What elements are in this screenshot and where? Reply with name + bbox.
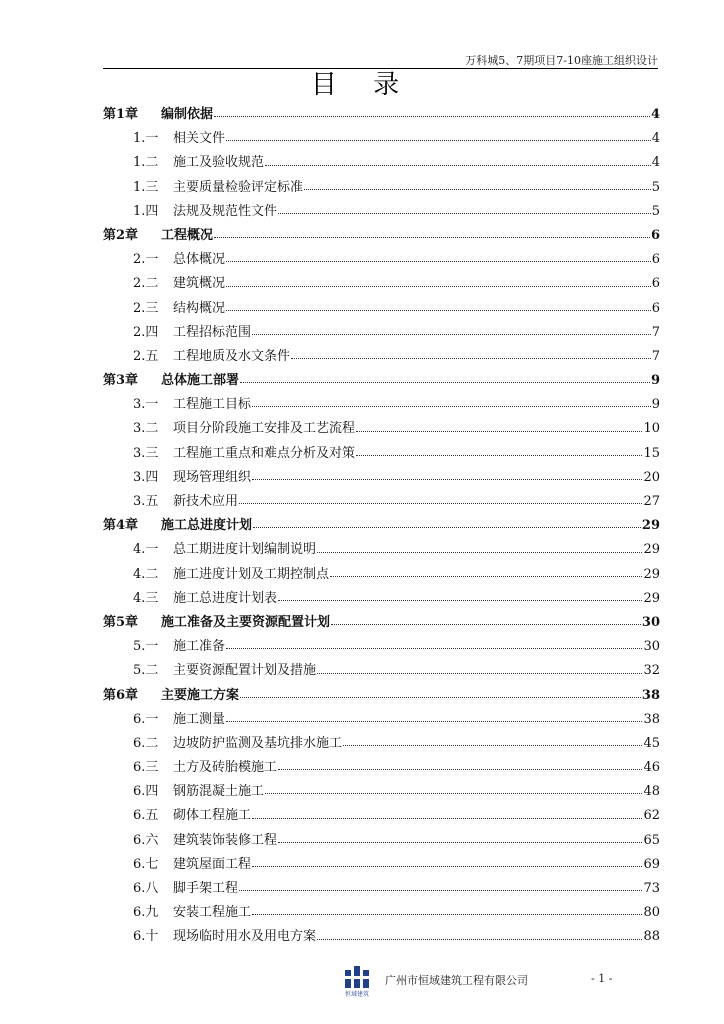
toc-section-row[interactable]: [103, 248, 660, 272]
company-logo-icon: [342, 964, 372, 998]
toc-entry-title: 现场管理组织: [173, 469, 252, 485]
toc-page-number: 30: [641, 614, 660, 630]
toc-section-row[interactable]: [103, 804, 660, 828]
toc-entry-title: 土方及砖胎模施工: [173, 760, 278, 776]
toc-page-number: 48: [643, 784, 660, 800]
toc-entry-number: 第6章: [103, 687, 139, 703]
toc-page-number: 27: [643, 494, 660, 509]
toc-section-row[interactable]: [103, 829, 660, 853]
toc-entry-number: 6.八: [133, 881, 159, 896]
page-title: 目 录: [310, 70, 414, 100]
table-of-contents: [103, 103, 660, 950]
toc-section-row[interactable]: [103, 659, 660, 683]
toc-entry-title: 工程施工重点和难点分析及对策: [173, 445, 356, 461]
toc-page-number: 73: [643, 881, 660, 896]
toc-page-number: 6: [651, 252, 660, 268]
toc-section-row[interactable]: [103, 877, 660, 901]
toc-section-row[interactable]: [103, 345, 660, 369]
logo-band: [345, 976, 369, 979]
toc-dot-leader: [239, 502, 642, 504]
toc-page-number: 32: [643, 663, 660, 679]
toc-entry-number: 6.九: [133, 905, 159, 921]
toc-entry-title: 总工期进度计划编制说明: [173, 542, 317, 558]
logo-text: 恒域建筑: [344, 991, 370, 998]
toc-entry-number: 第3章: [103, 373, 139, 389]
toc-page-number: 4: [651, 131, 660, 147]
toc-dot-leader: [226, 720, 642, 722]
toc-entry-title: 钢筋混凝土施工: [173, 784, 265, 800]
toc-entry-number: 1.二: [133, 155, 159, 171]
toc-entry-number: 第1章: [103, 107, 139, 122]
toc-entry-title: 主要资源配置计划及措施: [173, 663, 317, 679]
toc-entry-number: 2.一: [133, 252, 159, 268]
toc-entry-title: 施工总进度计划: [161, 518, 253, 534]
toc-entry-title: 工程地质及水文条件: [173, 348, 291, 364]
toc-dot-leader: [226, 260, 651, 262]
toc-page-number: 10: [643, 421, 660, 437]
toc-dot-leader: [252, 817, 642, 819]
toc-page-number: 9: [651, 397, 660, 413]
toc-section-row[interactable]: [103, 538, 660, 562]
toc-entry-title: 总体概况: [173, 252, 226, 268]
toc-section-row[interactable]: [103, 587, 660, 611]
toc-section-row[interactable]: [103, 442, 660, 466]
toc-entry-title: 结构概况: [173, 300, 226, 316]
toc-chapter-row[interactable]: [103, 611, 660, 635]
toc-section-row[interactable]: [103, 417, 660, 441]
toc-entry-number: 5.一: [133, 639, 159, 655]
toc-dot-leader: [331, 623, 641, 625]
toc-dot-leader: [240, 381, 650, 383]
toc-dot-leader: [265, 792, 642, 794]
toc-entry-title: 施工及验收规范: [173, 155, 265, 171]
toc-section-row[interactable]: [103, 732, 660, 756]
toc-page-number: 29: [641, 518, 660, 534]
toc-entry-number: 第5章: [103, 614, 139, 630]
toc-section-row[interactable]: [103, 272, 660, 296]
toc-entry-number: 2.四: [133, 324, 159, 340]
toc-entry-number: 2.二: [133, 276, 159, 292]
toc-entry-number: 3.三: [133, 445, 159, 461]
toc-dot-leader: [214, 115, 650, 117]
toc-page-number: 46: [643, 760, 660, 776]
toc-section-row[interactable]: [103, 393, 660, 417]
toc-section-row[interactable]: [103, 925, 660, 949]
toc-dot-leader: [239, 889, 642, 891]
toc-dot-leader: [356, 454, 642, 456]
toc-entry-title: 项目分阶段施工安排及工艺流程: [173, 421, 356, 437]
toc-dot-leader: [226, 139, 651, 141]
toc-entry-number: 2.五: [133, 348, 159, 364]
toc-dot-leader: [291, 357, 651, 359]
toc-page-number: 4: [651, 155, 660, 171]
toc-page-number: 7: [651, 348, 660, 364]
toc-section-row[interactable]: [103, 321, 660, 345]
toc-entry-number: 4.三: [133, 590, 159, 606]
toc-page-number: 30: [643, 639, 660, 655]
toc-entry-number: 6.十: [133, 929, 159, 945]
toc-entry-title: 总体施工部署: [161, 373, 240, 389]
toc-dot-leader: [317, 672, 642, 674]
toc-entry-title: 法规及规范性文件: [173, 203, 278, 219]
toc-page-number: 5: [651, 179, 660, 195]
toc-dot-leader: [252, 478, 642, 480]
toc-entry-title: 施工准备及主要资源配置计划: [161, 614, 331, 630]
toc-entry-number: 4.二: [133, 566, 159, 582]
toc-entry-number: 4.一: [133, 542, 159, 558]
toc-dot-leader: [214, 236, 650, 238]
toc-section-row[interactable]: [103, 127, 660, 151]
toc-dot-leader: [343, 744, 642, 746]
toc-section-row[interactable]: [103, 853, 660, 877]
footer-page-number: - 1 -: [591, 972, 613, 985]
toc-section-row[interactable]: [103, 490, 660, 514]
toc-dot-leader: [278, 768, 642, 770]
toc-entry-title: 安装工程施工: [173, 905, 252, 921]
toc-entry-title: 施工测量: [173, 711, 226, 727]
toc-dot-leader: [304, 188, 651, 190]
toc-entry-title: 施工进度计划及工期控制点: [173, 566, 330, 582]
toc-section-row[interactable]: [103, 635, 660, 659]
toc-entry-title: 新技术应用: [173, 494, 239, 509]
toc-entry-number: 2.三: [133, 300, 159, 316]
toc-page-number: 6: [650, 227, 660, 243]
toc-entry-number: 3.四: [133, 469, 159, 485]
toc-entry-title: 工程概况: [161, 227, 214, 243]
toc-entry-number: 6.三: [133, 760, 159, 776]
toc-chapter-row[interactable]: [103, 514, 660, 538]
toc-entry-number: 6.四: [133, 784, 159, 800]
toc-entry-number: 6.二: [133, 735, 159, 751]
toc-dot-leader: [240, 696, 641, 698]
toc-page-number: 6: [651, 276, 660, 292]
toc-section-row[interactable]: [103, 200, 660, 224]
toc-section-row[interactable]: [103, 756, 660, 780]
toc-section-row[interactable]: [103, 563, 660, 587]
toc-entry-title: 工程招标范围: [173, 324, 252, 340]
toc-entry-number: 6.一: [133, 711, 159, 727]
toc-entry-number: 1.一: [133, 131, 159, 147]
toc-page-number: 38: [643, 711, 660, 727]
toc-entry-title: 施工总进度计划表: [173, 590, 278, 606]
toc-entry-title: 脚手架工程: [173, 881, 239, 896]
toc-page-number: 80: [643, 905, 660, 921]
toc-page-number: 15: [643, 445, 660, 461]
footer-company-name: 广州市恒域建筑工程有限公司: [385, 974, 528, 987]
toc-dot-leader: [356, 430, 642, 432]
toc-entry-title: 边坡防护监测及基坑排水施工: [173, 735, 343, 751]
toc-page-number: 4: [650, 107, 660, 122]
toc-dot-leader: [317, 551, 642, 553]
toc-entry-number: 3.一: [133, 397, 159, 413]
toc-chapter-row[interactable]: [103, 369, 660, 393]
toc-dot-leader: [278, 212, 651, 214]
toc-entry-number: 1.三: [133, 179, 159, 195]
toc-entry-title: 建筑屋面工程: [173, 856, 252, 872]
toc-page-number: 29: [643, 542, 660, 558]
toc-page-number: 9: [650, 373, 660, 389]
toc-entry-number: 3.五: [133, 494, 159, 509]
toc-entry-number: 6.六: [133, 832, 159, 848]
toc-entry-title: 主要质量检验评定标准: [173, 179, 304, 195]
toc-dot-leader: [226, 285, 651, 287]
toc-dot-leader: [252, 913, 642, 915]
toc-page-number: 5: [651, 203, 660, 219]
toc-section-row[interactable]: [103, 297, 660, 321]
toc-page-number: 20: [643, 469, 660, 485]
toc-section-row[interactable]: [103, 176, 660, 200]
toc-page-number: 65: [643, 832, 660, 848]
toc-dot-leader: [317, 938, 642, 940]
toc-page-number: 45: [643, 735, 660, 751]
toc-dot-leader: [226, 647, 642, 649]
running-header: 万科城5、7期项目7-10座施工组织设计: [465, 54, 658, 67]
toc-entry-number: 6.七: [133, 856, 159, 872]
toc-entry-number: 6.五: [133, 808, 159, 824]
toc-page-number: 62: [643, 808, 660, 824]
toc-entry-title: 施工准备: [173, 639, 226, 655]
toc-dot-leader: [278, 841, 642, 843]
toc-dot-leader: [226, 309, 651, 311]
toc-entry-title: 现场临时用水及用电方案: [173, 929, 317, 945]
toc-section-row[interactable]: [103, 780, 660, 804]
toc-entry-number: 3.二: [133, 421, 159, 437]
toc-chapter-row[interactable]: [103, 224, 660, 248]
toc-chapter-row[interactable]: [103, 684, 660, 708]
toc-dot-leader: [253, 526, 641, 528]
toc-section-row[interactable]: [103, 901, 660, 925]
toc-page-number: 29: [643, 566, 660, 582]
toc-entry-title: 建筑概况: [173, 276, 226, 292]
toc-section-row[interactable]: [103, 708, 660, 732]
toc-entry-title: 工程施工目标: [173, 397, 252, 413]
toc-dot-leader: [252, 865, 642, 867]
toc-section-row[interactable]: [103, 466, 660, 490]
toc-entry-number: 第2章: [103, 227, 139, 243]
toc-entry-number: 5.二: [133, 663, 159, 679]
toc-dot-leader: [252, 333, 651, 335]
toc-entry-title: 编制依据: [161, 107, 214, 122]
toc-dot-leader: [278, 599, 642, 601]
toc-page-number: 38: [641, 687, 660, 703]
toc-dot-leader: [330, 575, 642, 577]
toc-chapter-row[interactable]: [103, 103, 660, 127]
toc-entry-title: 相关文件: [173, 131, 226, 147]
toc-page-number: 7: [651, 324, 660, 340]
toc-dot-leader: [252, 405, 651, 407]
toc-entry-title: 建筑装饰装修工程: [173, 832, 278, 848]
toc-dot-leader: [265, 164, 651, 166]
toc-page-number: 6: [651, 300, 660, 316]
toc-section-row[interactable]: [103, 151, 660, 175]
toc-entry-number: 第4章: [103, 518, 139, 534]
toc-page-number: 88: [643, 929, 660, 945]
toc-entry-title: 主要施工方案: [161, 687, 240, 703]
toc-page-number: 69: [643, 856, 660, 872]
toc-entry-number: 1.四: [133, 203, 159, 219]
toc-entry-title: 砌体工程施工: [173, 808, 252, 824]
toc-page-number: 29: [643, 590, 660, 606]
